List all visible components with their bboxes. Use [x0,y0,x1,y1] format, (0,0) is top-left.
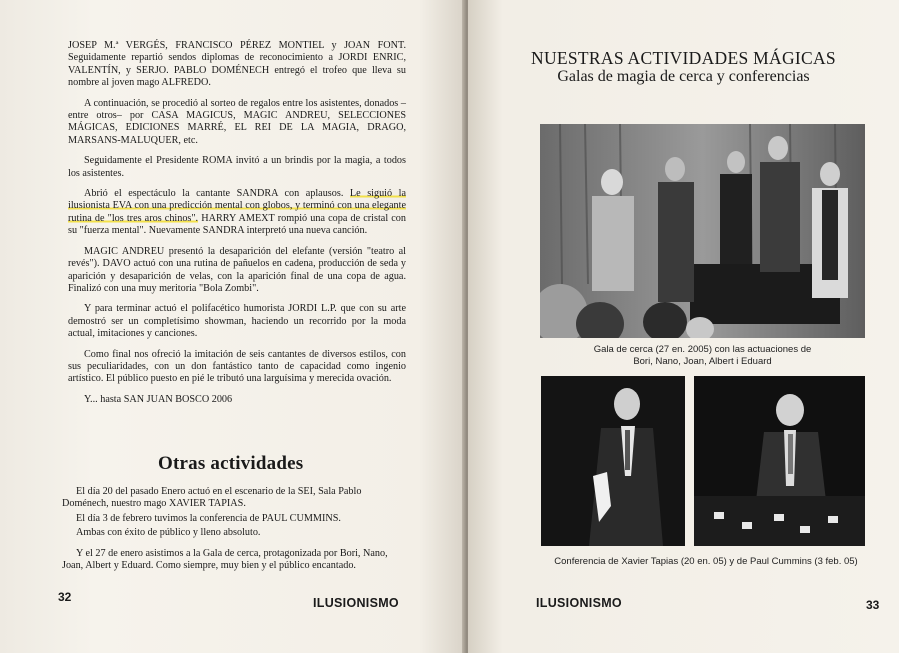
photo-caption-2: Conferencia de Xavier Tapias (20 en. 05) y de Paul Cummins (3 feb. 05) [554,556,858,567]
magazine-name-left: ILUSIONISMO [313,596,399,610]
text-run: HARRY AMEXT rompió una copa de cristal con su "fuerza mental". Nuevamente SANDRA interpretó una nueva canción. [68,212,406,237]
photo-xavier-tapias [541,376,685,546]
otras-actividades-text [62,486,408,574]
article-text [68,40,406,414]
photo-conference-image [541,376,685,546]
photo-caption-1 [540,344,865,368]
paragraph: JOSEP M.ª VERGÉS, FRANCISCO PÉREZ MONTIEL y JOAN FONT. Seguidamente repartió sendos diplomas de reconocimiento a JORDI ENRIC, VALENTÍN, y SERJO. PABLO DOMÉNECH entregó el trofeo que lleva su nombre al joven mago ALFREDO. [68,40,406,89]
caption-line: Bori, Nano, Joan, Albert i Eduard [633,356,772,367]
paragraph: A continuación, se procedió al sorteo de regalos entre los asistentes, donados –entre otros– por CASA MAGICUS, MAGIC ANDREU, SELECCIONES MÁGICAS, EDICIONES MARRÉ, EL REI DE LA MAGIA, DRAGO, MARSANS-MALUQUER, etc. [68,97,406,146]
page-title: NUESTRAS ACTIVIDADES MÁGICAS [531,48,836,68]
right-page [468,0,899,653]
paragraph-highlighted [68,188,406,238]
paragraph: Ambas con éxito de público y lleno absoluto. [76,527,261,539]
caption-line: Gala de cerca (27 en. 2005) con las actuaciones de [593,344,812,355]
paragraph: El día 3 de febrero tuvimos la conferencia de PAUL CUMMINS. [76,512,341,524]
paragraph: Como final nos ofreció la imitación de seis cantantes de diversos estilos, con sus peculiaridades, con un don fantástico tanto de capacidad como ingenio artístico. El público puesto en pié le tributó una larguísima y merecida ovación. [68,348,406,385]
paragraph: Y para terminar actuó el polifacético humorista JORDI L.P. que con su arte demostró ser un completísimo showman, haciendo un recorrido por la moda actual, imitaciones y canciones. [68,303,406,340]
photo-paul-cummins [694,376,865,546]
paragraph: El día 20 del pasado Enero actuó en el escenario de la SEI, Sala Pablo Doménech, nuestro mago XAVIER TAPIAS. [62,486,362,510]
magazine-name-right: ILUSIONISMO [536,596,622,610]
paragraph: Seguidamente el Presidente ROMA invitó a un brindis por la magia, a todos los asistentes. [68,155,406,179]
photo-group-image [540,124,865,338]
paragraph: MAGIC ANDREU presentó la desaparición del elefante (versión "teatro al revés"). DAVO actuó con una rutina de pañuelos en cadena, producción de seda y aparición y desaparición de velas, con la aparición final de una copa de agua. Finalizó con una muy meritoria "Bola Zombi". [68,245,406,294]
page-number-right: 33 [866,598,880,612]
page-subtitle: Galas de magia de cerca y conferencias [557,68,810,85]
page-number-left: 32 [58,590,72,604]
paragraph-closing: Y... hasta SAN JUAN BOSCO 2006 [84,393,233,405]
highlighted-text: Le siguió la ilusionista EVA con una predicción mental con globos, y terminó con una elegante rutina de "los tres aros chinos". [68,188,406,224]
photo-conference-image [694,376,865,546]
section-heading: Otras actividades [158,453,304,474]
photo-gala-de-cerca [540,124,865,338]
paragraph: Y el 27 de enero asistimos a la Gala de cerca, protagonizada por Bori, Nano, Joan, Albert y Eduard. Como siempre, muy bien y el público encantado. [62,547,388,572]
text-run: Abrió el espectáculo la cantante SANDRA con aplausos. [84,188,350,200]
